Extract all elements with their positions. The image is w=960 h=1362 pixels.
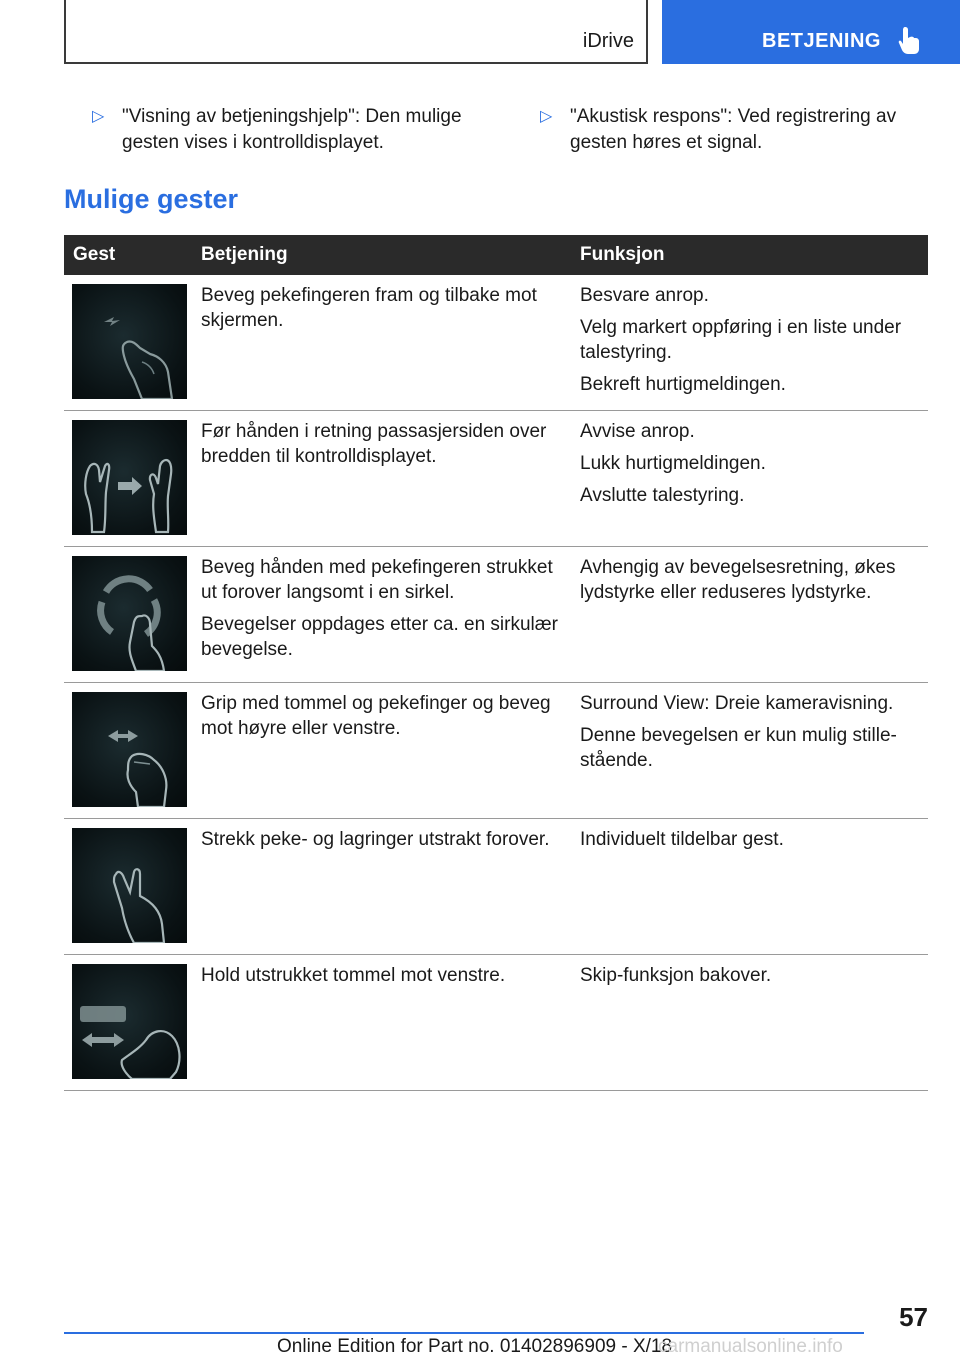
bullet-text: "Akustisk respons": Ved registrering av gesten høres et signal. [570, 106, 897, 153]
cell-paragraph: Strekk peke- og lagringer utstrakt forover. [201, 829, 550, 850]
header-section-label: iDrive [582, 30, 634, 52]
header-section-box [64, 0, 648, 64]
cell-paragraph: Bevegelser oppdages etter ca. en sirkulær bevegelse. [201, 614, 558, 660]
column-header-funksjon: Funksjon [580, 244, 665, 265]
cell-paragraph: Avslutte talestyring. [580, 485, 745, 506]
betjening-cell [201, 963, 566, 995]
cell-paragraph: Lukk hurtigmeldingen. [580, 453, 766, 474]
header-chapter-label: BETJENING [762, 30, 881, 52]
bullet-item [540, 104, 930, 156]
cell-paragraph: Før hånden i retning passasjersiden over bredden til kontrolldisplayet. [201, 421, 547, 467]
funksjon-cell [580, 555, 920, 612]
funksjon-cell [580, 691, 920, 780]
table-row [64, 547, 928, 683]
betjening-cell [201, 691, 566, 748]
funksjon-cell [580, 419, 920, 515]
funksjon-cell [580, 963, 920, 995]
betjening-cell [201, 283, 566, 340]
table-header [64, 235, 928, 275]
cell-paragraph: Denne bevegelsen er kun mulig stillestående. [580, 725, 897, 771]
cell-paragraph: Skip-funksjon bakover. [580, 965, 772, 986]
gesture-two-fingers-image [72, 828, 187, 943]
cell-paragraph: Beveg pekefingeren fram og tilbake mot skjermen. [201, 285, 537, 331]
header-chapter-box [662, 0, 960, 64]
column-header-betjening: Betjening [201, 244, 288, 265]
triangle-bullet-icon: ▷ [540, 108, 553, 125]
gesture-circle-image [72, 556, 187, 671]
column-header-gest: Gest [73, 244, 116, 265]
cell-paragraph: Individuelt tildelbar gest. [580, 829, 784, 850]
betjening-cell [201, 827, 566, 859]
table-row [64, 275, 928, 411]
bullet-item [92, 104, 472, 156]
footer-divider [64, 1332, 864, 1334]
table-row [64, 955, 928, 1091]
table-row [64, 819, 928, 955]
bullet-text: "Visning av betjeningshjelp": Den mulige gesten vises i kontrolldisplayet. [122, 106, 462, 153]
footer-watermark: carmanualsonline.info [658, 1336, 843, 1357]
pointing-hand-icon [896, 25, 922, 55]
cell-paragraph: Grip med tommel og pekefinger og beveg mot høyre eller venstre. [201, 693, 551, 739]
cell-paragraph: Besvare anrop. [580, 285, 709, 306]
cell-paragraph: Beveg hånden med pekefingeren strukket ut forover langsomt i en sirkel. [201, 557, 553, 603]
gesture-swipe-hand-image [72, 420, 187, 535]
cell-paragraph: Bekreft hurtigmeldingen. [580, 374, 786, 395]
gesture-thumb-left-image [72, 964, 187, 1079]
cell-paragraph: Avvise anrop. [580, 421, 695, 442]
triangle-bullet-icon: ▷ [92, 108, 105, 125]
cell-paragraph: Hold utstrukket tommel mot venstre. [201, 965, 506, 986]
cell-paragraph: Surround View: Dreie kameravisning. [580, 693, 894, 714]
funksjon-cell [580, 827, 920, 859]
betjening-cell [201, 419, 566, 476]
cell-paragraph: Avhengig av bevegelsesretning, økes lydstyrke eller reduseres lydstyrke. [580, 557, 896, 603]
funksjon-cell [580, 283, 920, 404]
betjening-cell [201, 555, 566, 669]
gesture-table [64, 235, 928, 1091]
section-title: Mulige gester [64, 184, 239, 214]
cell-paragraph: Velg markert oppføring i en liste under talestyring. [580, 317, 902, 363]
gesture-point-forward-image [72, 284, 187, 399]
gesture-pinch-rotate-image [72, 692, 187, 807]
table-row [64, 683, 928, 819]
page-number: 57 [899, 1302, 928, 1332]
footer-edition: Online Edition for Part no. 01402896909 - X/18 [277, 1336, 673, 1357]
table-row [64, 411, 928, 547]
